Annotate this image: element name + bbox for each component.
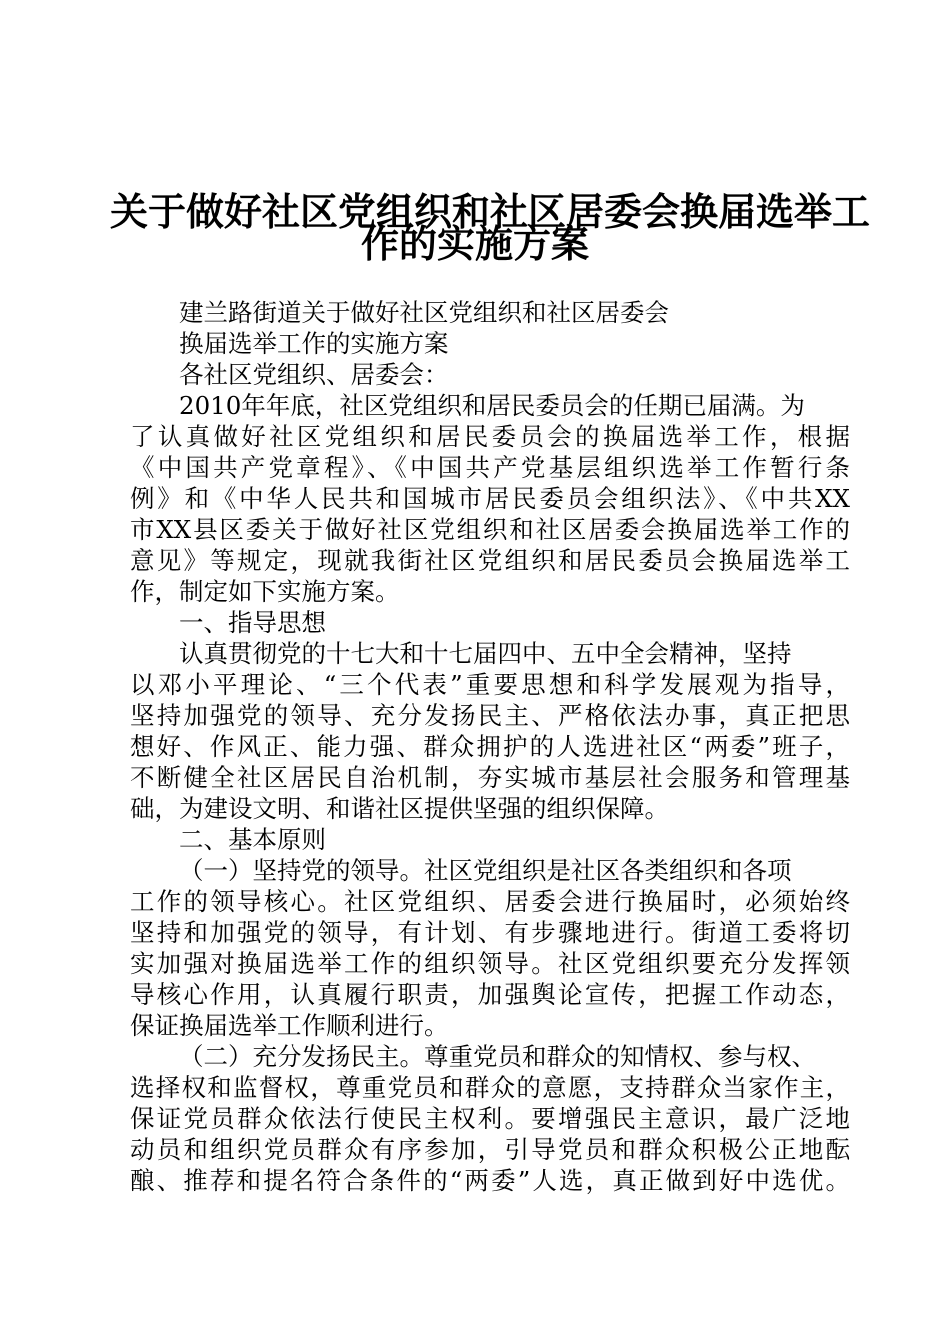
body-line: 《中国共产党章程》、《中国共产党基层组织选举工作暂行条 xyxy=(130,453,850,482)
body-line: 保证换届选举工作顺利进行。 xyxy=(130,1011,449,1040)
body-line: 建兰路街道关于做好社区党组织和社区居委会 xyxy=(179,298,669,327)
section-heading: 二、基本原则 xyxy=(179,825,326,854)
body-line: 以邓小平理论、“三个代表”重要思想和科学发展观为指导， xyxy=(130,670,850,699)
body-line: 不断健全社区居民自治机制，夯实城市基层社会服务和管理基 xyxy=(130,763,850,792)
body-line: 意见》等规定，现就我街社区党组织和居民委员会换届选举工 xyxy=(130,546,850,575)
body-line: 想好、作风正、能力强、群众拥护的人选进社区“两委”班子， xyxy=(130,732,850,761)
document-title-line-1: 关于做好社区党组织和社区居委会换届选举工 xyxy=(110,189,871,234)
body-line: 2010年年底，社区党组织和居民委员会的任期已届满。为 xyxy=(179,391,805,420)
body-line: 酿、推荐和提名符合条件的“两委”人选，真正做到好中选优。 xyxy=(130,1166,850,1195)
body-line: 坚持和加强党的领导，有计划、有步骤地进行。街道工委将切 xyxy=(130,918,850,947)
body-line: 础，为建设文明、和谐社区提供坚强的组织保障。 xyxy=(130,794,669,823)
body-line: 换届选举工作的实施方案 xyxy=(179,329,449,358)
body-line: 认真贯彻党的十七大和十七届四中、五中全会精神，坚持 xyxy=(179,639,792,668)
document-title-line-2: 作的实施方案 xyxy=(360,221,589,266)
body-line: （二）充分发扬民主。尊重党员和群众的知情权、参与权、 xyxy=(179,1042,816,1071)
body-line: （一）坚持党的领导。社区党组织是社区各类组织和各项 xyxy=(179,856,792,885)
body-line: 导核心作用，认真履行职责，加强舆论宣传，把握工作动态， xyxy=(130,980,850,1009)
body-line: 坚持加强党的领导、充分发扬民主、严格依法办事，真正把思 xyxy=(130,701,850,730)
body-line: 市XX县区委关于做好社区党组织和社区居委会换届选举工作的 xyxy=(130,515,850,544)
body-line: 动员和组织党员群众有序参加，引导党员和群众积极公正地酝 xyxy=(130,1135,850,1164)
body-line: 例》和《中华人民共和国城市居民委员会组织法》、《中共XX xyxy=(130,484,850,513)
body-line: 工作的领导核心。社区党组织、居委会进行换届时，必须始终 xyxy=(130,887,850,916)
body-line: 保证党员群众依法行使民主权利。要增强民主意识，最广泛地 xyxy=(130,1104,850,1133)
body-line: 作，制定如下实施方案。 xyxy=(130,577,400,606)
body-line: 了认真做好社区党组织和居民委员会的换届选举工作，根据 xyxy=(130,422,850,451)
body-line: 实加强对换届选举工作的组织领导。社区党组织要充分发挥领 xyxy=(130,949,850,978)
body-line: 各社区党组织、居委会： xyxy=(179,360,449,389)
body-line: 选择权和监督权，尊重党员和群众的意愿，支持群众当家作主， xyxy=(130,1073,850,1102)
section-heading: 一、指导思想 xyxy=(179,608,326,637)
